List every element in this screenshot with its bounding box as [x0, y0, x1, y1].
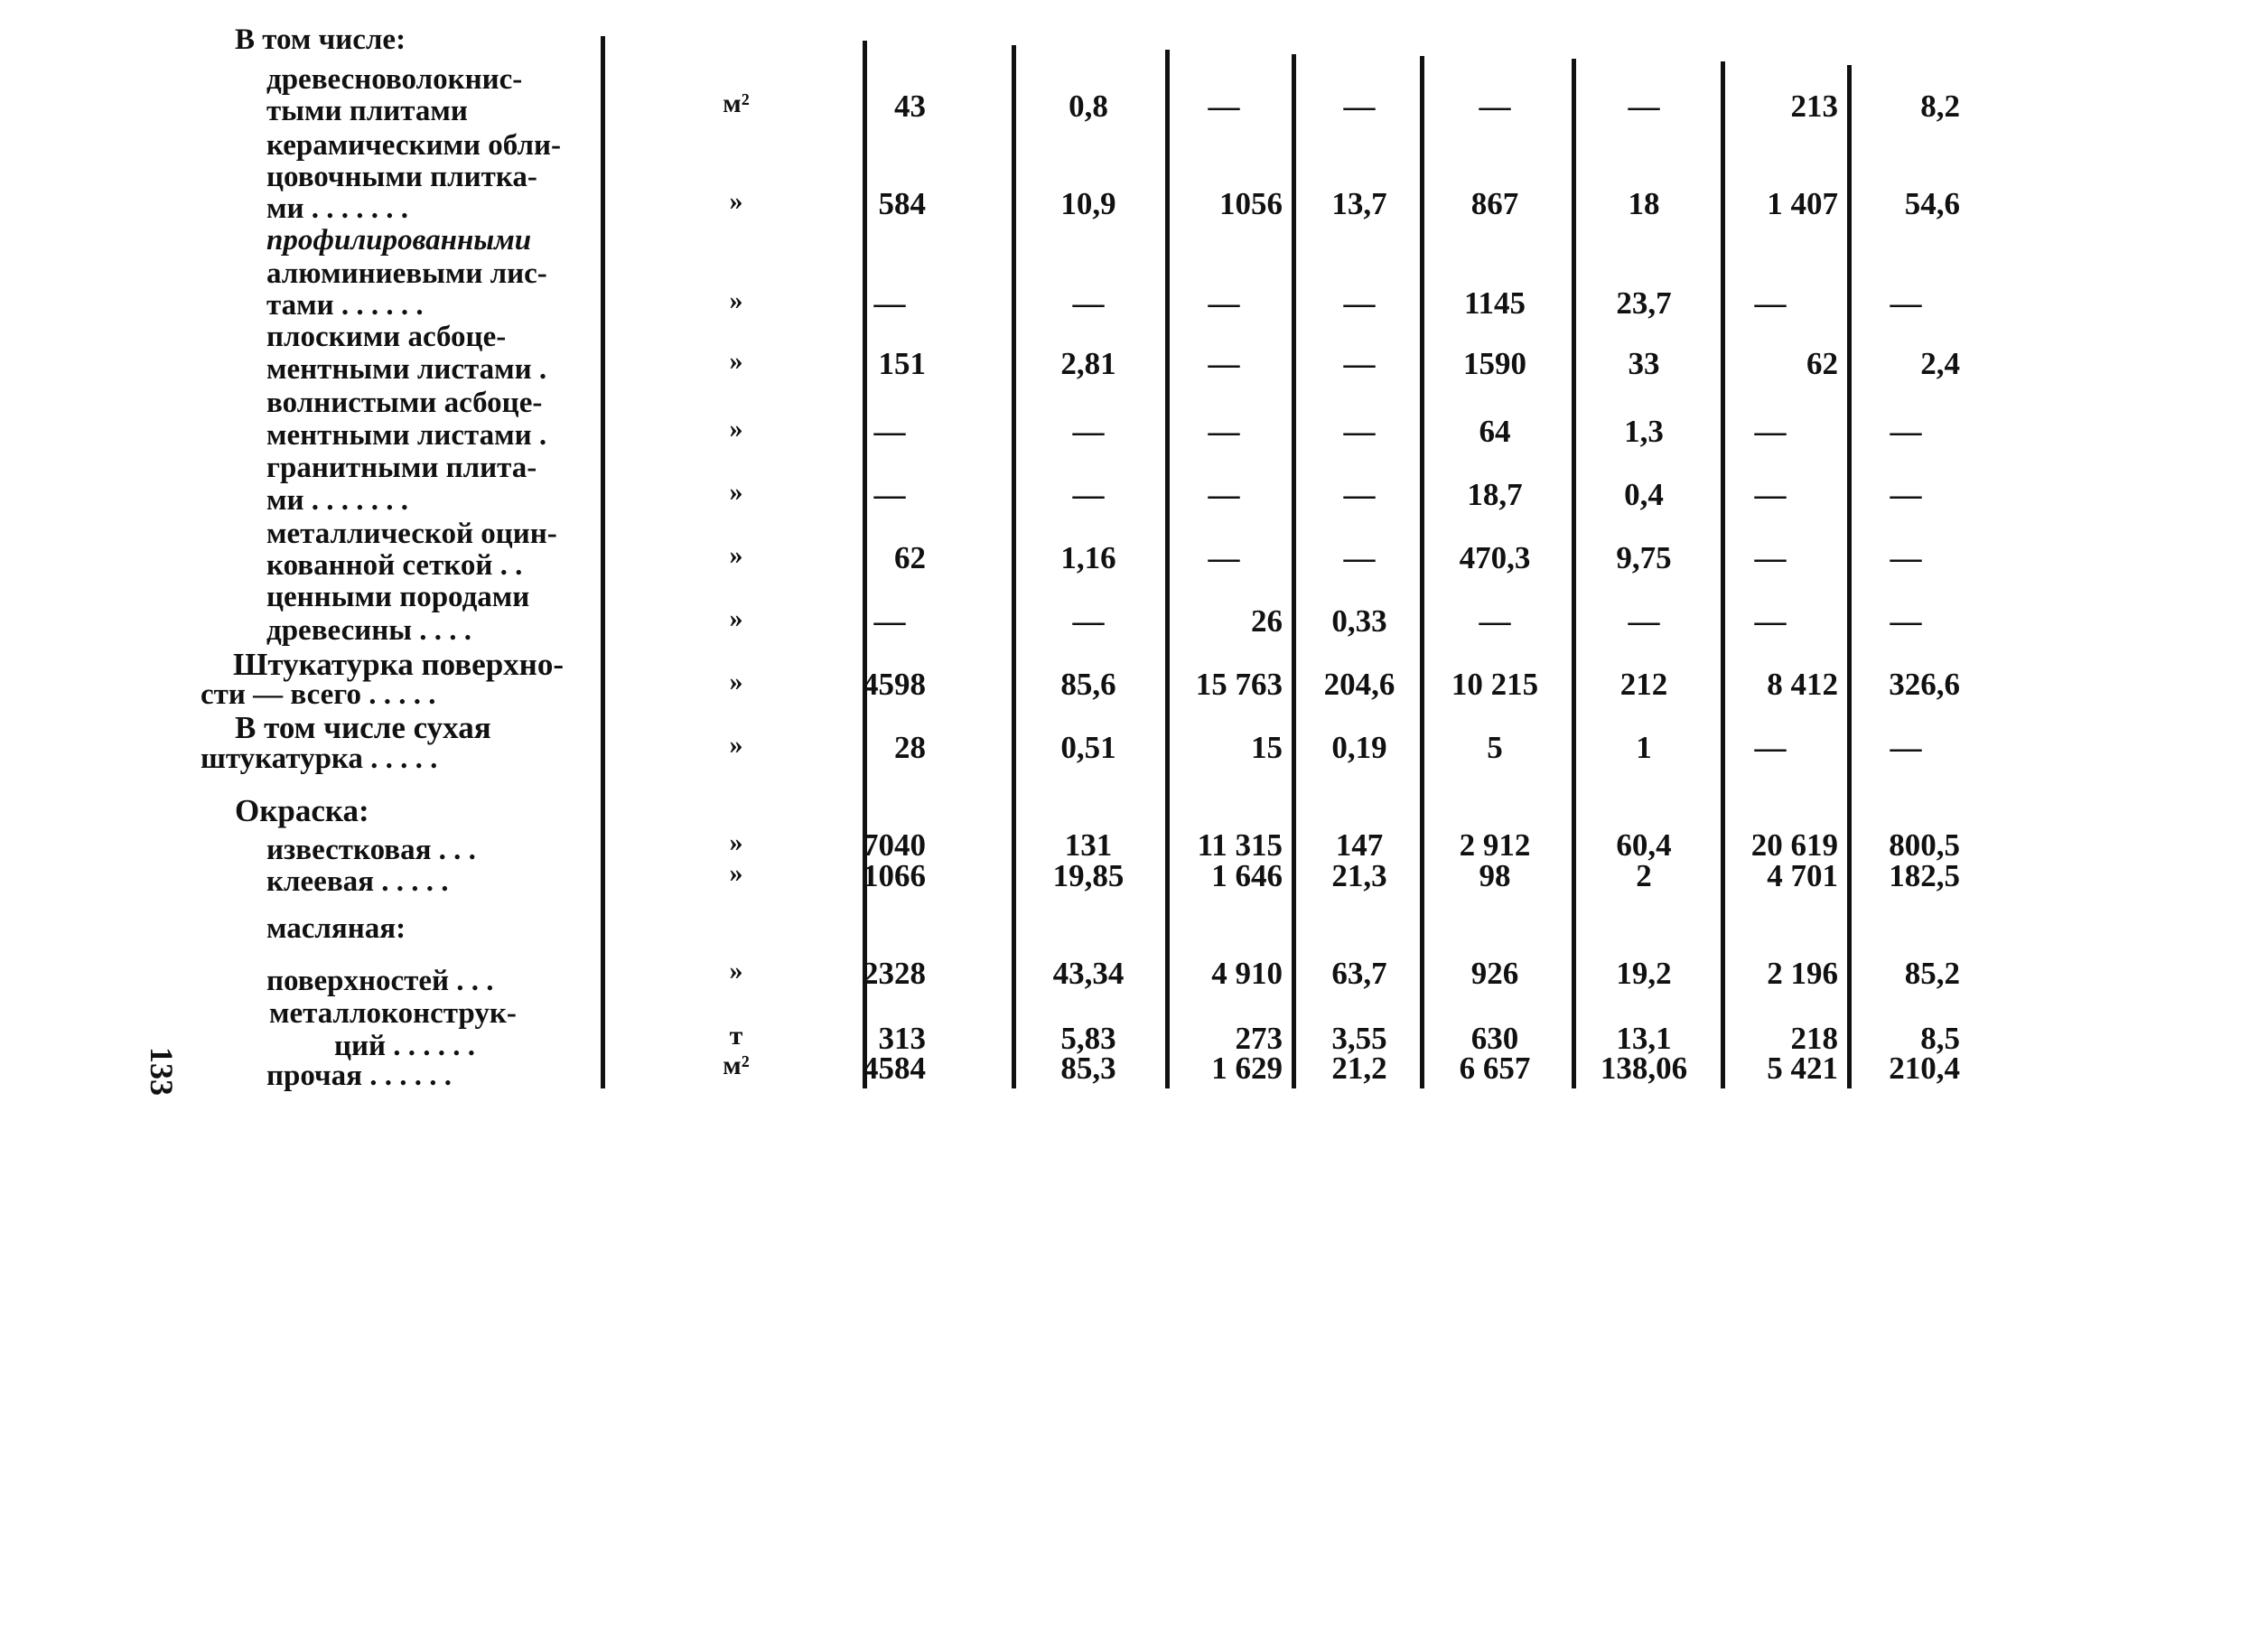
value-cell: 182,5: [1889, 858, 1960, 893]
value-cell: 21,3: [1331, 858, 1387, 893]
value-cell: 19,2: [1616, 956, 1672, 991]
value-cell: 3,55: [1331, 1021, 1387, 1056]
value-cell: 43: [894, 89, 926, 124]
value-cell: 8,2: [1920, 89, 1960, 124]
row-label: древесины . . . .: [266, 614, 472, 647]
value-cell: —: [1754, 603, 1787, 639]
value-cell: 98: [1479, 858, 1511, 893]
value-cell: 33: [1628, 346, 1660, 381]
value-cell: 2 196: [1767, 956, 1838, 991]
value-cell: —: [1628, 89, 1660, 124]
value-cell: 1,16: [1060, 540, 1116, 575]
row-label: керамическими обли-: [266, 129, 561, 162]
row-label: профилированными: [266, 224, 532, 257]
value-cell: —: [1208, 414, 1240, 449]
section-heading: Окраска:: [235, 793, 369, 828]
value-cell: 13,7: [1331, 186, 1387, 221]
value-cell: 5 421: [1767, 1051, 1838, 1086]
row-label: ментными листами .: [266, 353, 547, 386]
value-cell: 10,9: [1060, 186, 1116, 221]
value-cell: —: [1754, 540, 1787, 575]
value-cell: 63,7: [1331, 956, 1387, 991]
value-cell: 147: [1335, 827, 1384, 863]
value-cell: 4584: [863, 1051, 926, 1086]
value-cell: 1,3: [1624, 414, 1664, 449]
row-label: ценными породами: [266, 581, 530, 613]
value-cell: —: [1479, 89, 1511, 124]
value-cell: 10 215: [1451, 667, 1539, 702]
value-cell: 0,4: [1624, 477, 1664, 512]
value-cell: —: [1343, 477, 1376, 512]
value-cell: 2,81: [1060, 346, 1116, 381]
value-cell: —: [1343, 285, 1376, 321]
value-cell: 54,6: [1904, 186, 1960, 221]
value-cell: —: [1890, 477, 1922, 512]
unit-cell: »: [729, 540, 743, 570]
row-label: кованной сеткой . .: [266, 549, 523, 582]
row-label: волнистыми асбоце-: [266, 387, 543, 419]
value-cell: 15: [1251, 730, 1283, 765]
value-cell: 5: [1487, 730, 1503, 765]
value-cell: —: [873, 603, 906, 639]
value-cell: —: [1890, 540, 1922, 575]
column-rule: [1012, 45, 1016, 1088]
value-cell: 926: [1470, 956, 1519, 991]
value-cell: 0,33: [1331, 603, 1387, 639]
value-cell: 8 412: [1767, 667, 1838, 702]
value-cell: 273: [1235, 1021, 1283, 1056]
value-cell: —: [873, 414, 906, 449]
value-cell: 5,83: [1060, 1021, 1116, 1056]
value-cell: 212: [1619, 667, 1668, 702]
row-label: сти — всего . . . . .: [201, 678, 436, 711]
value-cell: 18: [1628, 186, 1660, 221]
value-cell: 584: [878, 186, 926, 221]
unit-cell: »: [729, 858, 743, 888]
unit-cell: »: [729, 346, 743, 376]
value-cell: 62: [1806, 346, 1838, 381]
section-heading: В том числе:: [235, 23, 406, 56]
value-cell: 4598: [863, 667, 926, 702]
unit-cell: »: [729, 730, 743, 760]
value-cell: 1 629: [1211, 1051, 1283, 1086]
column-rule: [601, 36, 605, 1088]
value-cell: 0,19: [1331, 730, 1387, 765]
row-label: ми . . . . . . .: [266, 484, 408, 517]
unit-cell: »: [729, 477, 743, 507]
value-cell: 1056: [1219, 186, 1283, 221]
value-cell: —: [1890, 285, 1922, 321]
value-cell: 85,3: [1060, 1051, 1116, 1086]
row-label: алюминиевыми лис-: [266, 257, 547, 290]
value-cell: 210,4: [1889, 1051, 1960, 1086]
value-cell: 1: [1636, 730, 1652, 765]
value-cell: —: [1072, 285, 1105, 321]
value-cell: 18,7: [1467, 477, 1523, 512]
value-cell: —: [1208, 89, 1240, 124]
unit-cell: »: [729, 667, 743, 696]
unit-cell: »: [729, 603, 743, 633]
value-cell: 19,85: [1052, 858, 1125, 893]
value-cell: —: [1343, 89, 1376, 124]
value-cell: —: [1628, 603, 1660, 639]
value-cell: 4 701: [1767, 858, 1838, 893]
row-label: штукатурка . . . . .: [201, 743, 438, 775]
value-cell: —: [1343, 540, 1376, 575]
value-cell: —: [1754, 285, 1787, 321]
value-cell: —: [1208, 540, 1240, 575]
value-cell: 20 619: [1750, 827, 1838, 863]
row-label: прочая . . . . . .: [266, 1060, 452, 1092]
value-cell: —: [1343, 346, 1376, 381]
value-cell: 138,06: [1600, 1051, 1688, 1086]
value-cell: —: [1890, 730, 1922, 765]
row-label: металлоконструк-: [269, 997, 517, 1030]
value-cell: 326,6: [1889, 667, 1960, 702]
value-cell: 13,1: [1616, 1021, 1672, 1056]
value-cell: —: [1343, 414, 1376, 449]
value-cell: 4 910: [1211, 956, 1283, 991]
row-label: ментными листами .: [266, 419, 547, 452]
value-cell: 1 646: [1211, 858, 1283, 893]
value-cell: 7040: [863, 827, 926, 863]
row-label: металлической оцин-: [266, 518, 557, 550]
row-label: поверхностей . . .: [266, 965, 494, 997]
column-rule: [1292, 54, 1296, 1088]
row-label: тами . . . . . .: [266, 289, 424, 322]
value-cell: 28: [894, 730, 926, 765]
value-cell: 204,6: [1323, 667, 1395, 702]
value-cell: 867: [1470, 186, 1519, 221]
unit-cell: »: [729, 285, 743, 315]
value-cell: 131: [1064, 827, 1113, 863]
value-cell: 8,5: [1920, 1021, 1960, 1056]
value-cell: 213: [1790, 89, 1838, 124]
value-cell: —: [1890, 414, 1922, 449]
value-cell: —: [1754, 730, 1787, 765]
section-heading: масляная:: [266, 912, 406, 945]
value-cell: 26: [1251, 603, 1283, 639]
value-cell: —: [1890, 603, 1922, 639]
row-label: тыми плитами: [266, 95, 468, 127]
value-cell: 60,4: [1616, 827, 1672, 863]
value-cell: 470,3: [1459, 540, 1531, 575]
value-cell: 0,51: [1060, 730, 1116, 765]
unit-cell: »: [729, 414, 743, 444]
unit-cell: т: [729, 1021, 743, 1051]
page-number: 133: [144, 1047, 180, 1096]
value-cell: 23,7: [1616, 285, 1672, 321]
unit-cell: »: [729, 956, 743, 985]
value-cell: —: [873, 477, 906, 512]
value-cell: 15 763: [1195, 667, 1283, 702]
value-cell: —: [1072, 477, 1105, 512]
value-cell: 9,75: [1616, 540, 1672, 575]
value-cell: 62: [894, 540, 926, 575]
value-cell: —: [1072, 414, 1105, 449]
value-cell: 1145: [1463, 285, 1526, 321]
value-cell: 85,6: [1060, 667, 1116, 702]
value-cell: 85,2: [1904, 956, 1960, 991]
value-cell: 2,4: [1920, 346, 1960, 381]
value-cell: 0,8: [1069, 89, 1108, 124]
value-cell: 21,2: [1331, 1051, 1387, 1086]
row-label: древесноволокнис-: [266, 63, 523, 96]
value-cell: 1066: [863, 858, 926, 893]
unit-cell: »: [729, 827, 743, 857]
value-cell: 11 315: [1197, 827, 1283, 863]
value-cell: 43,34: [1052, 956, 1125, 991]
row-label: цовочными плитка-: [266, 161, 537, 193]
value-cell: 2: [1636, 858, 1652, 893]
value-cell: —: [1754, 414, 1787, 449]
row-label: плоскими асбоце-: [266, 321, 507, 353]
value-cell: —: [1479, 603, 1511, 639]
value-cell: —: [873, 285, 906, 321]
row-label: гранитными плита-: [266, 452, 537, 484]
row-label: В том числе сухая: [235, 710, 491, 745]
value-cell: —: [1754, 477, 1787, 512]
unit-cell: м²: [723, 1051, 750, 1080]
value-cell: —: [1208, 285, 1240, 321]
value-cell: 313: [878, 1021, 926, 1056]
row-label: клеевая . . . . .: [266, 865, 449, 898]
value-cell: 630: [1470, 1021, 1519, 1056]
row-label: ми . . . . . . .: [266, 192, 408, 225]
value-cell: 1 407: [1767, 186, 1838, 221]
value-cell: 1590: [1463, 346, 1526, 381]
value-cell: 800,5: [1889, 827, 1960, 863]
value-cell: —: [1072, 603, 1105, 639]
value-cell: 151: [878, 346, 926, 381]
column-rule: [1420, 56, 1424, 1088]
row-label: известковая . . .: [266, 834, 476, 866]
value-cell: 218: [1790, 1021, 1838, 1056]
value-cell: —: [1208, 346, 1240, 381]
value-cell: 64: [1479, 414, 1511, 449]
value-cell: 6 657: [1459, 1051, 1531, 1086]
value-cell: 2 912: [1459, 827, 1531, 863]
row-label: Штукатурка поверхно-: [233, 647, 564, 682]
value-cell: —: [1208, 477, 1240, 512]
value-cell: 2328: [863, 956, 926, 991]
unit-cell: »: [729, 186, 743, 216]
row-label: ций . . . . . .: [334, 1030, 476, 1062]
unit-cell: м²: [723, 89, 750, 118]
